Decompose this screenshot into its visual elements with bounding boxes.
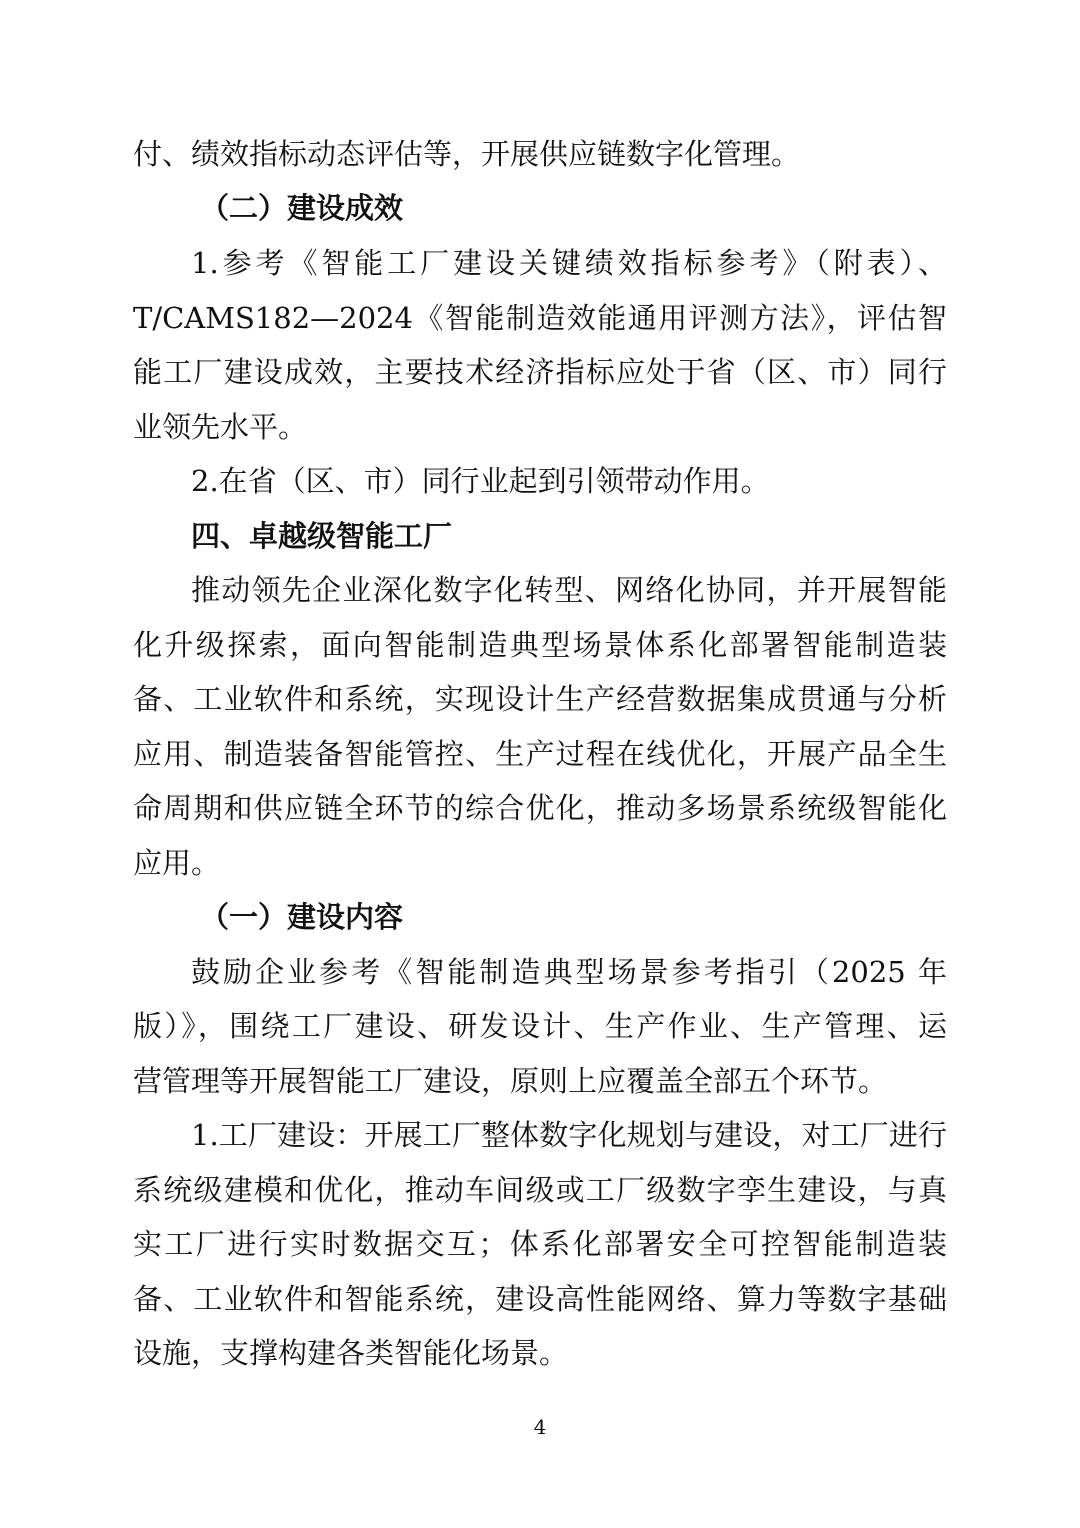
paragraph-line: 设施，支撑构建各类智能化场景。 [133,1336,569,1370]
chapter-heading-excellent-factory: 四、卓越级智能工厂 [191,519,453,553]
paragraph-line: 1.参考《智能工厂建设关键绩效指标参考》（附表）、 [191,246,947,280]
paragraph-line: 应用、制造装备智能管控、生产过程在线优化，开展产品全生 [133,737,947,771]
paragraph-line: 化升级探索，面向智能制造典型场景体系化部署智能制造装 [133,628,947,662]
paragraph-line: 备、工业软件和智能系统，建设高性能网络、算力等数字基础 [133,1282,947,1316]
paragraph-line: 推动领先企业深化数字化转型、网络化协同，并开展智能 [191,573,947,607]
paragraph-line: 业领先水平。 [133,410,308,444]
paragraph-line: 付、绩效指标动态评估等，开展供应链数字化管理。 [133,137,801,171]
paragraph-line: 系统级建模和优化，推动车间级或工厂级数字孪生建设，与真 [133,1173,947,1207]
paragraph-line: T/CAMS182—2024《智能制造效能通用评测方法》，评估智 [133,301,947,335]
section-heading-1-content: （一）建设内容 [200,900,404,934]
paragraph-line: 营管理等开展智能工厂建设，原则上应覆盖全部五个环节。 [133,1064,888,1098]
page-number: 4 [533,1415,547,1439]
paragraph-line: 版）》，围绕工厂建设、研发设计、生产作业、生产管理、运 [133,1009,947,1043]
paragraph-line: 备、工业软件和系统，实现设计生产经营数据集成贯通与分析 [133,682,947,716]
paragraph-line: 1.工厂建设：开展工厂整体数字化规划与建设，对工厂进行 [191,1118,947,1152]
paragraph-line: 实工厂进行实时数据交互；体系化部署安全可控智能制造装 [133,1227,947,1261]
paragraph-line: 命周期和供应链全环节的综合优化，推动多场景系统级智能化 [133,791,947,825]
section-heading-2-results: （二）建设成效 [200,191,404,225]
paragraph-line: 能工厂建设成效，主要技术经济指标应处于省（区、市）同行 [133,355,947,389]
paragraph-line: 鼓励企业参考《智能制造典型场景参考指引（2025 年 [191,955,947,989]
paragraph-line: 2.在省（区、市）同行业起到引领带动作用。 [191,464,770,498]
paragraph-line: 应用。 [133,846,221,880]
